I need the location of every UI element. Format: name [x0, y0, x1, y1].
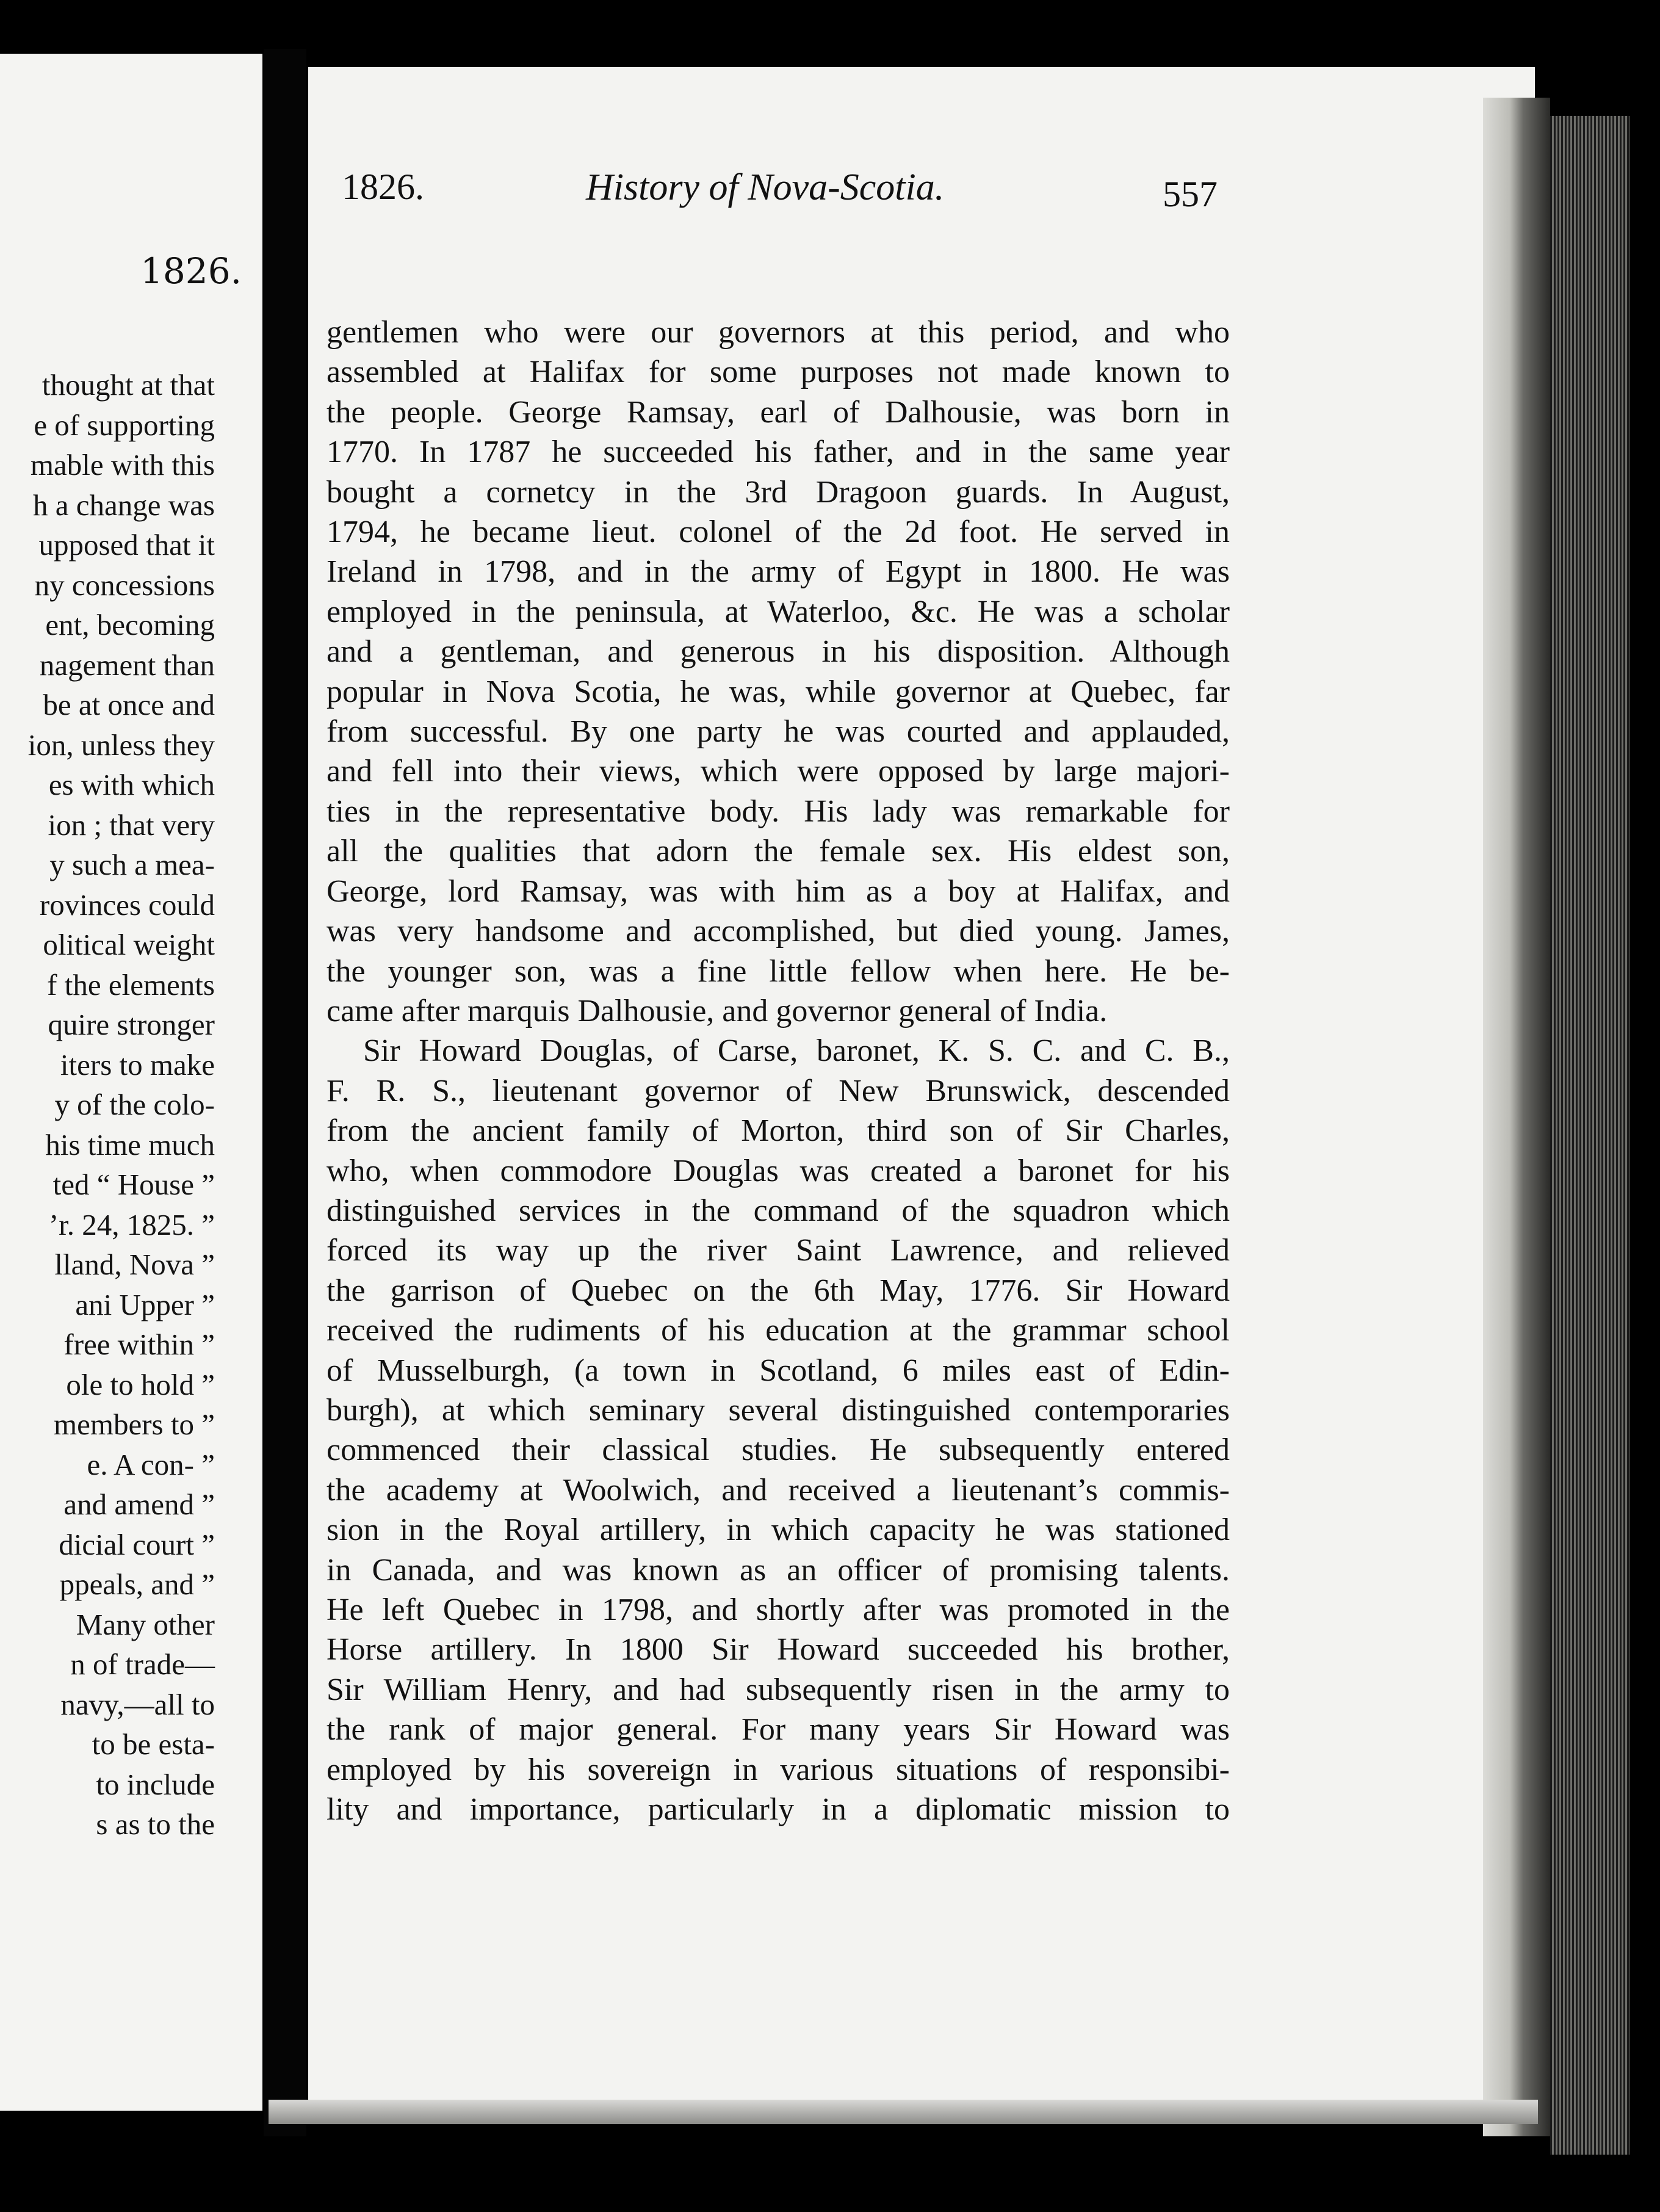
- left-page-line: ted “ House ”: [52, 1168, 215, 1201]
- left-page-line: to be esta-: [92, 1727, 215, 1761]
- left-page-line: ent, becoming: [45, 608, 215, 642]
- left-page-line: ion ; that very: [48, 808, 215, 842]
- body-line: Horse artillery. In 1800 Sir Howard succeeded his brother,: [327, 1632, 1230, 1668]
- body-line: popular in Nova Scotia, he was, while governor at Quebec, far: [327, 674, 1230, 709]
- body-line: the people. George Ramsay, earl of Dalhousie, was born in: [327, 394, 1230, 430]
- body-line: from the ancient family of Morton, third son of Sir Charles,: [327, 1113, 1230, 1149]
- body-text: [327, 313, 1230, 1829]
- left-page-line: s as to the: [96, 1807, 215, 1841]
- left-page-line: Many other: [76, 1607, 215, 1641]
- left-page-line: iters to make: [60, 1047, 215, 1082]
- body-line: burgh), at which seminary several distinguished contemporaries: [327, 1392, 1230, 1428]
- body-line: commenced their classical studies. He subsequently entered: [327, 1433, 1230, 1468]
- body-line: Sir William Henry, and had subsequently risen in the army to: [327, 1672, 1230, 1707]
- left-page-text: [0, 365, 215, 1845]
- left-page-line: to include: [96, 1767, 215, 1801]
- body-line: was very handsome and accomplished, but died young. James,: [327, 914, 1230, 949]
- left-page-line: y of the colo-: [54, 1088, 215, 1121]
- body-line: the rank of major general. For many years Sir Howard was: [327, 1712, 1230, 1748]
- body-line: employed by his sovereign in various situations of responsibi-: [327, 1752, 1230, 1787]
- body-line: Ireland in 1798, and in the army of Egypt in 1800. He was: [327, 554, 1230, 590]
- body-line: distinguished services in the command of the squadron which: [327, 1193, 1230, 1228]
- left-page-line: thought at that: [42, 368, 215, 402]
- body-line: lity and importance, particularly in a diplomatic mission to: [327, 1792, 1230, 1827]
- body-line: employed in the peninsula, at Waterloo, &c. He was a scholar: [327, 594, 1230, 629]
- body-line: the garrison of Quebec on the 6th May, 1776. Sir Howard: [327, 1273, 1230, 1308]
- body-line: George, lord Ramsay, was with him as a boy at Halifax, and: [327, 873, 1230, 909]
- body-line: came after marquis Dalhousie, and governor general of India.: [327, 993, 1108, 1028]
- left-page-line: ny concessions: [34, 568, 215, 602]
- body-line: F. R. S., lieutenant governor of New Brunswick, descended: [327, 1073, 1230, 1108]
- body-line: of Musselburgh, (a town in Scotland, 6 miles east of Edin-: [327, 1353, 1230, 1388]
- left-page-line: y such a mea-: [49, 848, 215, 881]
- body-line: bought a cornetcy in the 3rd Dragoon guards. In August,: [327, 474, 1230, 510]
- body-line: forced its way up the river Saint Lawrence, and relieved: [327, 1233, 1230, 1268]
- page-edge: [1483, 98, 1550, 2136]
- body-line: received the rudiments of his education at the grammar school: [327, 1313, 1230, 1348]
- body-line: 1794, he became lieut. colonel of the 2d foot. He served in: [327, 515, 1230, 550]
- left-page-line: olitical weight: [43, 928, 215, 961]
- left-page-line: quire stronger: [48, 1008, 215, 1041]
- left-page-line: his time much: [45, 1127, 215, 1162]
- body-line: all the qualities that adorn the female sex. His eldest son,: [327, 834, 1230, 869]
- body-line: who, when commodore Douglas was created a baronet for his: [327, 1153, 1230, 1188]
- header-year: 1826.: [342, 167, 424, 207]
- left-page-line: n of trade—: [70, 1647, 215, 1681]
- left-page-line: ppeals, and ”: [59, 1567, 215, 1601]
- body-line: 1770. In 1787 he succeeded his father, and in the same year: [327, 435, 1230, 470]
- body-line: He left Quebec in 1798, and shortly after was promoted in the: [327, 1592, 1230, 1627]
- left-page-line: nagement than: [39, 648, 215, 682]
- left-page-line: and amend ”: [63, 1487, 215, 1521]
- body-line: the younger son, was a fine little fellow when here. He be-: [327, 953, 1230, 989]
- left-page-line: dicial court ”: [59, 1527, 215, 1561]
- page-number: 557: [1163, 174, 1218, 214]
- left-page-line: h a change was: [33, 488, 215, 522]
- left-page: [0, 54, 262, 2111]
- left-page-line: ole to hold ”: [66, 1367, 215, 1401]
- left-page-line: f the elements: [47, 967, 215, 1002]
- body-line: ties in the representative body. His lady was remarkable for: [327, 793, 1230, 829]
- left-page-line: members to ”: [54, 1408, 215, 1441]
- body-line: Sir Howard Douglas, of Carse, baronet, K. S. C. and C. B.,: [363, 1033, 1230, 1069]
- page-stack-edge: [1550, 116, 1629, 2155]
- left-page-line: rovinces could: [39, 887, 215, 922]
- left-running-head: 1826.: [140, 250, 242, 292]
- left-page-line: free within ”: [63, 1328, 215, 1361]
- running-header: [0, 166, 1660, 221]
- body-line: in Canada, and was known as an officer of promising talents.: [327, 1552, 1230, 1588]
- left-page-line: lland, Nova ”: [54, 1248, 215, 1281]
- body-line: from successful. By one party he was courted and applauded,: [327, 714, 1230, 750]
- left-page-line: es with which: [48, 768, 215, 801]
- left-page-line: mable with this: [30, 448, 215, 482]
- body-line: gentlemen who were our governors at this period, and who: [327, 315, 1230, 350]
- left-page-line: e. A con- ”: [87, 1447, 215, 1481]
- page-bottom-shadow: [269, 2100, 1538, 2124]
- body-line: sion in the Royal artillery, in which capacity he was stationed: [327, 1513, 1230, 1548]
- left-page-line: be at once and: [43, 688, 215, 721]
- left-page-line: upposed that it: [38, 528, 215, 562]
- left-page-line: ani Upper ”: [75, 1287, 215, 1321]
- book-gutter: [264, 49, 306, 2136]
- left-page-line: e of supporting: [34, 408, 215, 442]
- left-page-line: ’r. 24, 1825. ”: [48, 1207, 215, 1242]
- body-line: and a gentleman, and generous in his disposition. Although: [327, 634, 1230, 670]
- header-title: History of Nova-Scotia.: [586, 167, 945, 208]
- left-page-line: ion, unless they: [27, 728, 215, 762]
- body-line: and fell into their views, which were opposed by large majori-: [327, 754, 1230, 789]
- left-page-line: navy,—all to: [60, 1687, 215, 1721]
- body-line: the academy at Woolwich, and received a lieutenant’s commis-: [327, 1472, 1230, 1508]
- body-line: assembled at Halifax for some purposes not made known to: [327, 355, 1230, 390]
